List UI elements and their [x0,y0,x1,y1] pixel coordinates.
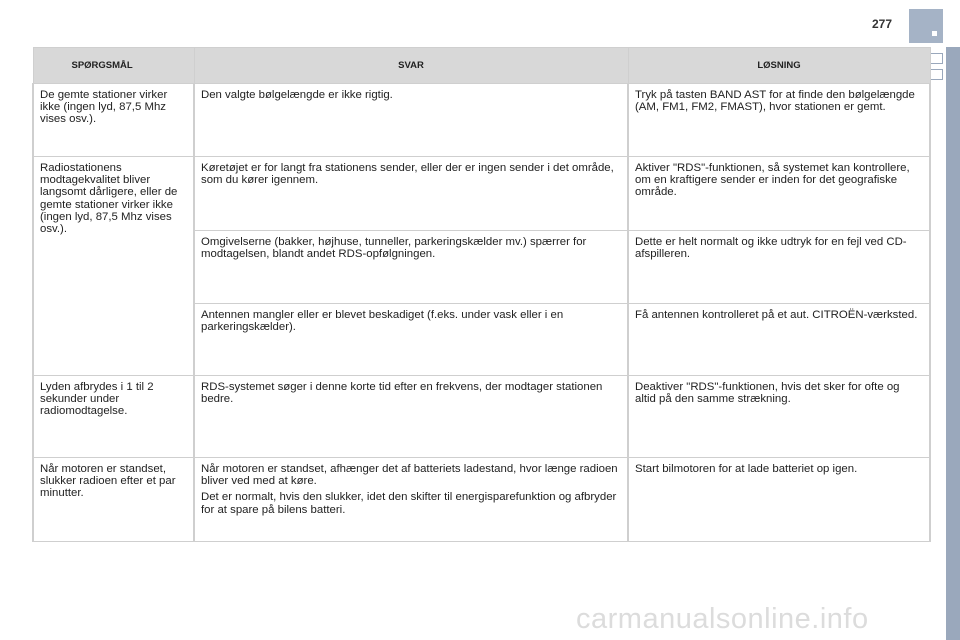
side-bar [946,47,960,640]
answer-cell [194,157,628,231]
solution-text: Start bilmotoren for at lade batteriet op igen. [635,463,858,475]
header-question: SPØRGSMÅL [33,48,194,84]
solution-cell [628,84,930,157]
answer-text: Antennen mangler eller er blevet beskadiget (f.eks. under vask eller i en parkeringskælder). [201,309,564,334]
solution-text: Tryk på tasten BAND AST for at finde den bølgelængde (AM, FM1, FM2, FMAST), hvor stationen er gemt. [635,89,915,114]
answer-cell [194,376,628,458]
answer-cell [194,458,628,542]
answer-text: Den valgte bølgelængde er ikke rigtig. [201,89,393,101]
header-answer: SVAR [194,48,628,84]
table-row [33,458,930,542]
solution-cell [628,376,930,458]
side-box-icon [930,53,943,64]
table-header-row [33,48,930,84]
page-number: 277 [872,17,893,31]
solution-cell [628,157,930,231]
answer-cell [194,304,628,376]
question-cell [33,84,194,157]
question-cell [33,458,194,542]
answer-text-2: Det er normalt, hvis den slukker, idet den skifter til energisparefunktion og afbryder for at spare på bilens batteri. [201,491,617,516]
answer-text: Køretøjet er for langt fra stationens sender, eller der er ingen sender i det område, som du kører igennem. [201,162,614,187]
answer-text: Når motoren er standset, afhænger det af batteriets ladestand, hvor længe radioen bliver ved med at køre. [201,463,618,488]
question-text: Radiostationens modtagekvalitet bliver langsomt dårligere, eller de gemte stationer virker ikke (ingen lyd, 87,5 Mhz vises osv.). [40,162,178,236]
section-tab-marker [909,9,943,43]
answer-cell [194,231,628,304]
answer-cell [194,84,628,157]
solution-cell [628,458,930,542]
square-icon [932,31,937,36]
table-row [33,157,930,231]
table-row [33,84,930,157]
table-row [33,376,930,458]
header-solution: LØSNING [628,48,930,84]
troubleshooting-table [32,47,931,542]
answer-text: Omgivelserne (bakker, højhuse, tunneller, parkeringskælder mv.) spærrer for modtagelsen, blandt andet RDS-opfølgningen. [201,236,587,261]
solution-text: Dette er helt normalt og ikke udtryk for en fejl ved CD-afspilleren. [635,236,907,261]
question-cell [33,376,194,458]
solution-cell [628,231,930,304]
question-text: De gemte stationer virker ikke (ingen lyd, 87,5 Mhz vises osv.). [40,89,168,126]
solution-text: Få antennen kontrolleret på et aut. CITROËN-værksted. [635,309,918,321]
solution-text: Aktiver "RDS"-funktionen, så systemet kan kontrollere, om en kraftigere sender er inden for det geografiske område. [635,162,910,199]
answer-text: RDS-systemet søger i denne korte tid efter en frekvens, der modtager stationen bedre. [201,381,603,406]
watermark: carmanualsonline.info [576,603,869,635]
solution-cell [628,304,930,376]
side-box-icon [930,69,943,80]
question-text: Lyden afbrydes i 1 til 2 sekunder under radiomodtagelse. [40,381,154,418]
question-text: Når motoren er standset, slukker radioen efter et par minutter. [40,463,176,500]
solution-text: Deaktiver "RDS"-funktionen, hvis det sker for ofte og altid på den samme strækning. [635,381,900,406]
question-cell [33,157,194,376]
